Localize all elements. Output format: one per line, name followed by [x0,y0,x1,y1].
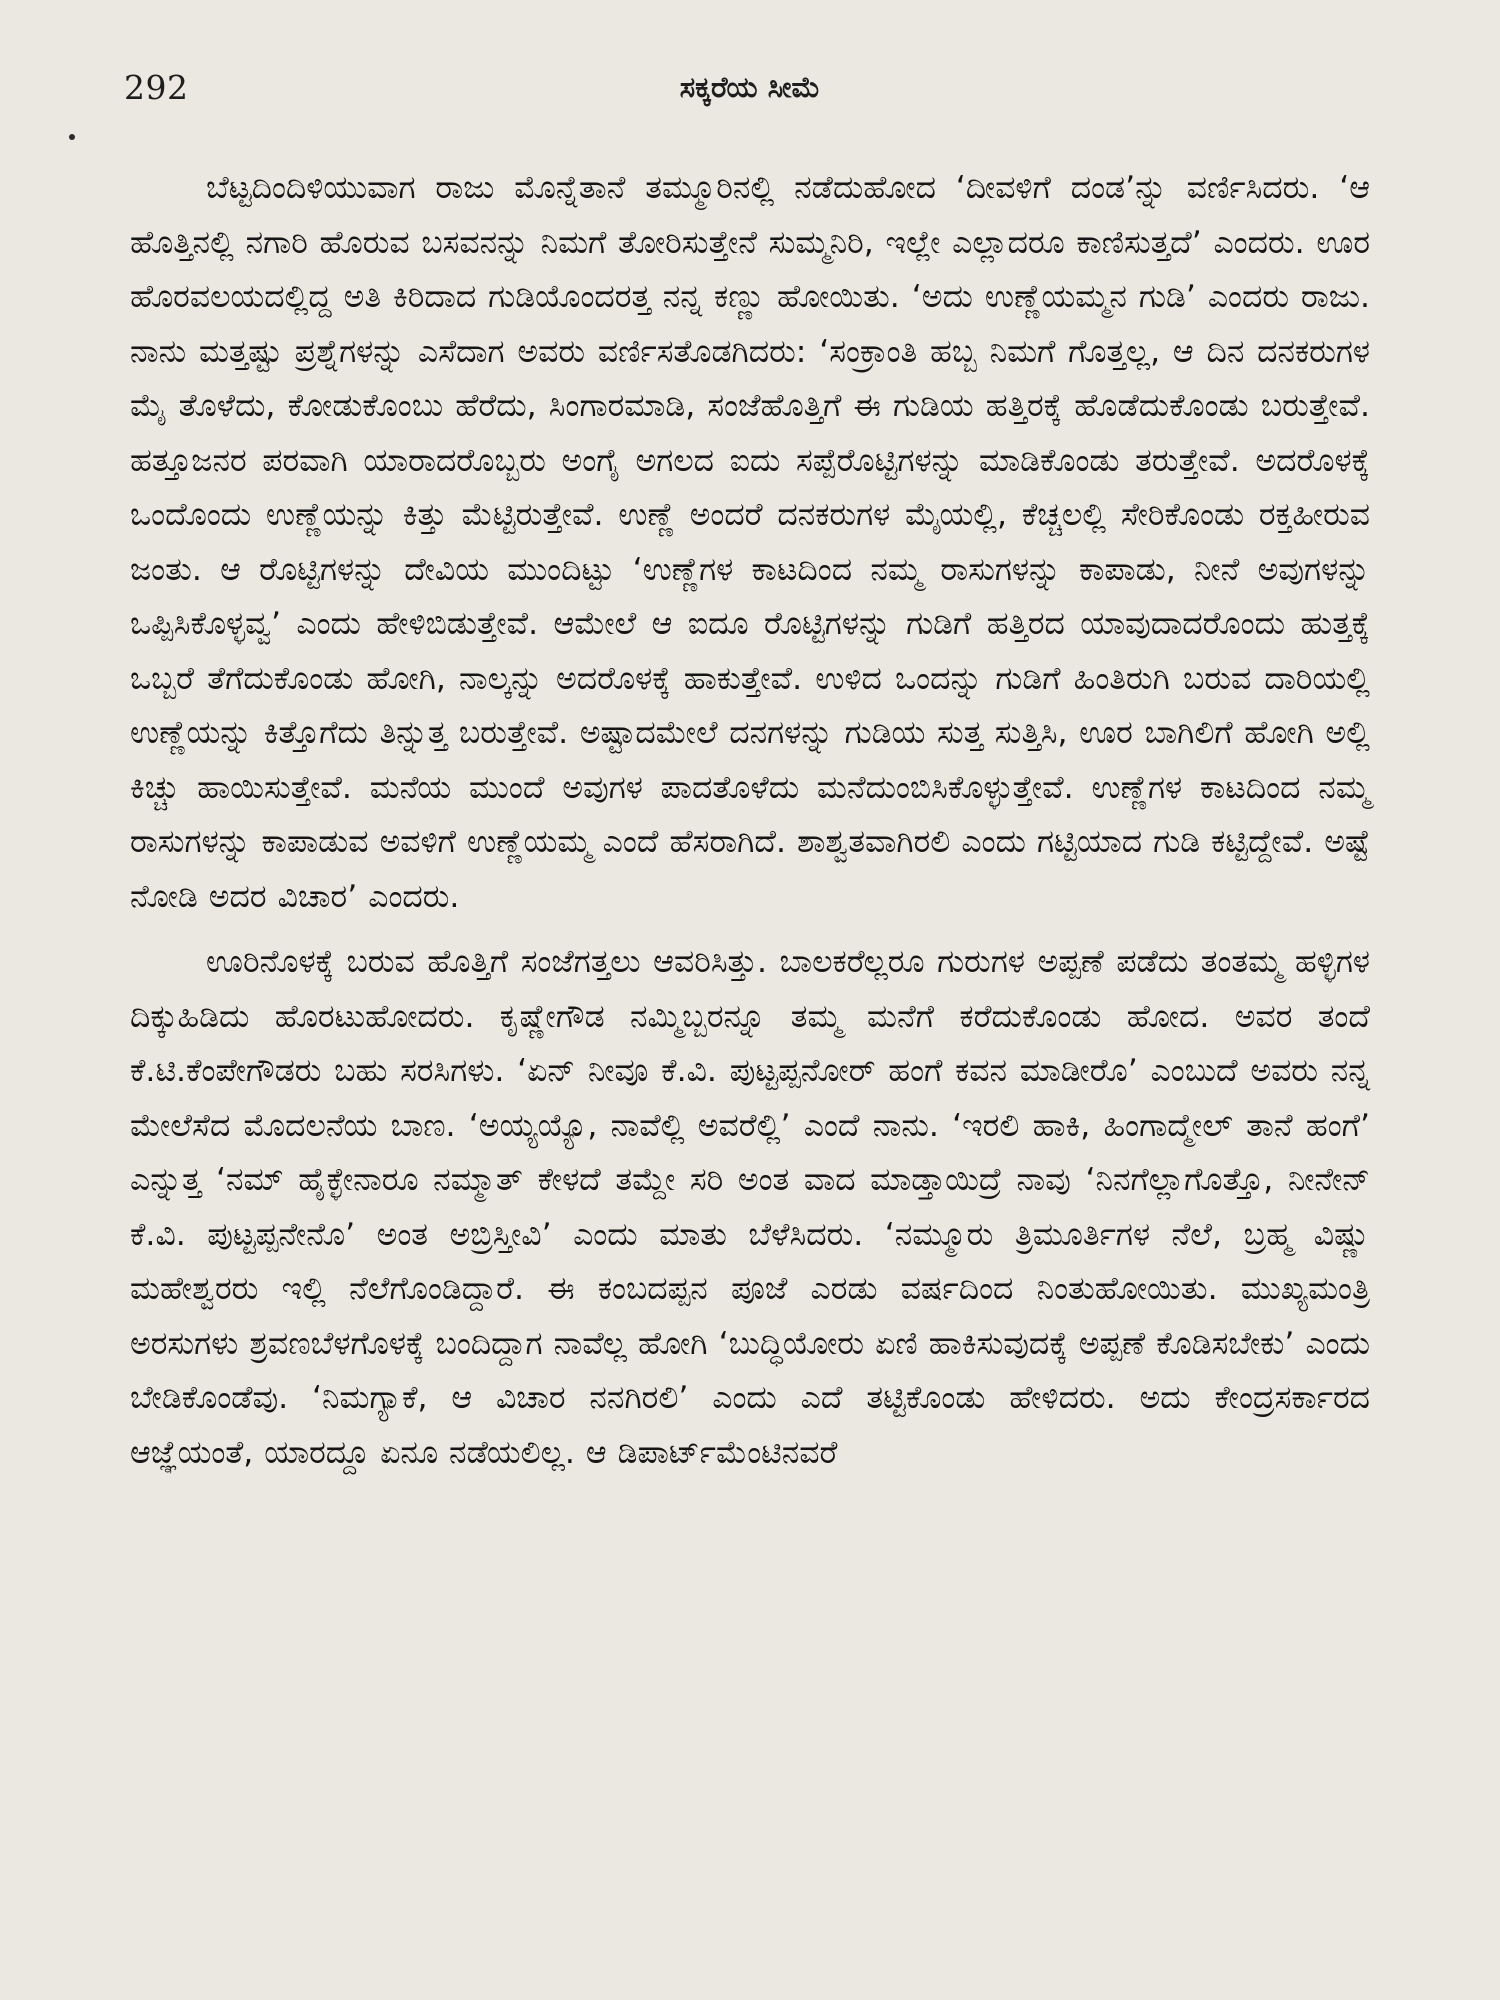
paragraph: ಬೆಟ್ಟದಿಂದಿಳಿಯುವಾಗ ರಾಜು ಮೊನ್ನೆತಾನೆ ತಮ್ಮೂರಿನಲ್ಲಿ ನಡೆದುಹೋದ ‘ದೀವಳಿಗೆ ದಂಡ’ನ್ನು ವರ್ಣಿಸಿದರು. ‘ಆ ಹೊತ್ತಿನಲ್ಲಿ ನಗಾರಿ ಹೊರುವ ಬಸವನನ್ನು ನಿಮಗೆ ತೋರಿಸುತ್ತೇನೆ ಸುಮ್ಮನಿರಿ, ಇಲ್ಲೇ ಎಲ್ಲಾದರೂ ಕಾಣಿಸುತ್ತದೆ’ ಎಂದರು. ಊರ ಹೊರವಲಯದಲ್ಲಿದ್ದ ಅತಿ ಕಿರಿದಾದ ಗುಡಿಯೊಂದರತ್ತ ನನ್ನ ಕಣ್ಣು ಹೋಯಿತು. ‘ಅದು ಉಣ್ಣೆಯಮ್ಮನ ಗುಡಿ’ ಎಂದರು ರಾಜು. ನಾನು ಮತ್ತಷ್ಟು ಪ್ರಶ್ನೆಗಳನ್ನು ಎಸೆದಾಗ ಅವರು ವರ್ಣಿಸತೊಡಗಿದರು: ‘ಸಂಕ್ರಾಂತಿ ಹಬ್ಬ ನಿಮಗೆ ಗೊತ್ತಲ್ಲ, ಆ ದಿನ ದನಕರುಗಳ ಮೈ ತೊಳೆದು, ಕೋಡುಕೊಂಬು ಹೆರೆದು, ಸಿಂಗಾರಮಾಡಿ, ಸಂಜೆಹೊತ್ತಿಗೆ ಈ ಗುಡಿಯ ಹತ್ತಿರಕ್ಕೆ ಹೊಡೆದುಕೊಂಡು ಬರುತ್ತೇವೆ. ಹತ್ತೂಜನರ ಪರವಾಗಿ ಯಾರಾದರೊಬ್ಬರು ಅಂಗೈ ಅಗಲದ ಐದು ಸಪ್ಪೆರೊಟ್ಟಿಗಳನ್ನು ಮಾಡಿಕೊಂಡು ತರುತ್ತೇವೆ. ಅದರೊಳಕ್ಕೆ ಒಂದೊಂದು ಉಣ್ಣೆಯನ್ನು ಕಿತ್ತು ಮೆಟ್ಟಿರುತ್ತೇವೆ. ಉಣ್ಣೆ ಅಂದರೆ ದನಕರುಗಳ ಮೈಯಲ್ಲಿ, ಕೆಚ್ಚಲಲ್ಲಿ ಸೇರಿಕೊಂಡು ರಕ್ತಹೀರುವ ಜಂತು. ಆ ರೊಟ್ಟಿಗಳನ್ನು ದೇವಿಯ ಮುಂದಿಟ್ಟು ‘ಉಣ್ಣೆಗಳ ಕಾಟದಿಂದ ನಮ್ಮ ರಾಸುಗಳನ್ನು ಕಾಪಾಡು, ನೀನೆ ಅವುಗಳನ್ನು ಒಪ್ಪಿಸಿಕೊಳ್ಳವ್ವ’ ಎಂದು ಹೇಳಿಬಿಡುತ್ತೇವೆ. ಆಮೇಲೆ ಆ ಐದೂ ರೊಟ್ಟಿಗಳನ್ನು ಗುಡಿಗೆ ಹತ್ತಿರದ ಯಾವುದಾದರೊಂದು ಹುತ್ತಕ್ಕೆ ಒಬ್ಬರೆ ತೆಗೆದುಕೊಂಡು ಹೋಗಿ, ನಾಲ್ಕನ್ನು ಅದರೊಳಕ್ಕೆ ಹಾಕುತ್ತೇವೆ. ಉಳಿದ ಒಂದನ್ನು ಗುಡಿಗೆ ಹಿಂತಿರುಗಿ ಬರುವ ದಾರಿಯಲ್ಲಿ ಉಣ್ಣೆಯನ್ನು ಕಿತ್ತೊಗೆದು ತಿನ್ನುತ್ತ ಬರುತ್ತೇವೆ. ಅಷ್ಟಾದಮೇಲೆ ದನಗಳನ್ನು ಗುಡಿಯ ಸುತ್ತ ಸುತ್ತಿಸಿ, ಊರ ಬಾಗಿಲಿಗೆ ಹೋಗಿ ಅಲ್ಲಿ ಕಿಚ್ಚು ಹಾಯಿಸುತ್ತೇವೆ. ಮನೆಯ ಮುಂದೆ ಅವುಗಳ ಪಾದತೊಳೆದು ಮನೆದುಂಬಿಸಿಕೊಳ್ಳುತ್ತೇವೆ. ಉಣ್ಣೆಗಳ ಕಾಟದಿಂದ ನಮ್ಮ ರಾಸುಗಳನ್ನು ಕಾಪಾಡುವ ಅವಳಿಗೆ ಉಣ್ಣೆಯಮ್ಮ ಎಂದೆ ಹೆಸರಾಗಿದೆ. ಶಾಶ್ವತವಾಗಿರಲಿ ಎಂದು ಗಟ್ಟಿಯಾದ ಗುಡಿ ಕಟ್ಟಿದ್ದೇವೆ. ಅಷ್ಟೆ ನೋಡಿ ಅದರ ವಿಚಾರ’ ಎಂದರು. [130,170,1370,915]
ink-dot [69,134,75,140]
running-title: ಸಕ್ಕರೆಯ ಸೀಮೆ [679,70,821,104]
page-header [124,62,1376,112]
paragraph: ಊರಿನೊಳಕ್ಕೆ ಬರುವ ಹೊತ್ತಿಗೆ ಸಂಜೆಗತ್ತಲು ಆವರಿಸಿತ್ತು. ಬಾಲಕರೆಲ್ಲರೂ ಗುರುಗಳ ಅಪ್ಪಣೆ ಪಡೆದು ತಂತಮ್ಮ ಹಳ್ಳಿಗಳ ದಿಕ್ಕುಹಿಡಿದು ಹೊರಟುಹೋದರು. ಕೃಷ್ಣೇಗೌಡ ನಮ್ಮಿಬ್ಬರನ್ನೂ ತಮ್ಮ ಮನೆಗೆ ಕರೆದುಕೊಂಡು ಹೋದ. ಅವರ ತಂದೆ ಕೆ.ಟಿ.ಕೆಂಪೇಗೌಡರು ಬಹು ಸರಸಿಗಳು. ‘ಏನ್ ನೀವೂ ಕೆ.ವಿ. ಪುಟ್ಟಪ್ಪನೋರ್ ಹಂಗೆ ಕವನ ಮಾಡೀರೊ’ ಎಂಬುದೆ ಅವರು ನನ್ನ ಮೇಲೆಸೆದ ಮೊದಲನೆಯ ಬಾಣ. ‘ಅಯ್ಯಯ್ಯೊ, ನಾವೆಲ್ಲಿ ಅವರೆಲ್ಲಿ’ ಎಂದೆ ನಾನು. ‘ಇರಲಿ ಹಾಕಿ, ಹಿಂಗಾದ್ಮೇಲ್ ತಾನೆ ಹಂಗೆ’ ಎನ್ನುತ್ತ ‘ನಮ್ ಹೈಕ್ಳೇನಾರೂ ನಮ್ಮಾತ್ ಕೇಳದೆ ತಮ್ದೇ ಸರಿ ಅಂತ ವಾದ ಮಾಡ್ತಾಯಿದ್ರೆ ನಾವು ‘ನಿನಗೆಲ್ಲಾಗೊತ್ತೊ, ನೀನೇನ್ ಕೆ.ವಿ. ಪುಟ್ಟಪ್ಪನೇನೊ’ ಅಂತ ಅಬ್ರಿಸ್ತೀವಿ’ ಎಂದು ಮಾತು ಬೆಳೆಸಿದರು. ‘ನಮ್ಮೂರು ತ್ರಿಮೂರ್ತಿಗಳ ನೆಲೆ, ಬ್ರಹ್ಮ ವಿಷ್ಣು ಮಹೇಶ್ವರರು ಇಲ್ಲಿ ನೆಲೆಗೊಂಡಿದ್ದಾರೆ. ಈ ಕಂಬದಪ್ಪನ ಪೂಜೆ ಎರಡು ವರ್ಷದಿಂದ ನಿಂತುಹೋಯಿತು. ಮುಖ್ಯಮಂತ್ರಿ ಅರಸುಗಳು ಶ್ರವಣಬೆಳಗೊಳಕ್ಕೆ ಬಂದಿದ್ದಾಗ ನಾವೆಲ್ಲ ಹೋಗಿ ‘ಬುದ್ಧಿಯೋರು ಏಣಿ ಹಾಕಿಸುವುದಕ್ಕೆ ಅಪ್ಪಣೆ ಕೊಡಿಸಬೇಕು’ ಎಂದು ಬೇಡಿಕೊಂಡೆವು. ‘ನಿಮಗ್ಯಾಕೆ, ಆ ವಿಚಾರ ನನಗಿರಲಿ’ ಎಂದು ಎದೆ ತಟ್ಟಿಕೊಂಡು ಹೇಳಿದರು. ಅದು ಕೇಂದ್ರಸರ್ಕಾರದ ಆಜ್ಞೆಯಂತೆ, ಯಾರದ್ದೂ ಏನೂ ನಡೆಯಲಿಲ್ಲ. ಆ ಡಿಪಾರ್ಟ್‌ಮೆಂಟಿನವರೆ [130,944,1370,1471]
body-text [130,161,1370,1480]
page-number: 292 [124,68,189,107]
